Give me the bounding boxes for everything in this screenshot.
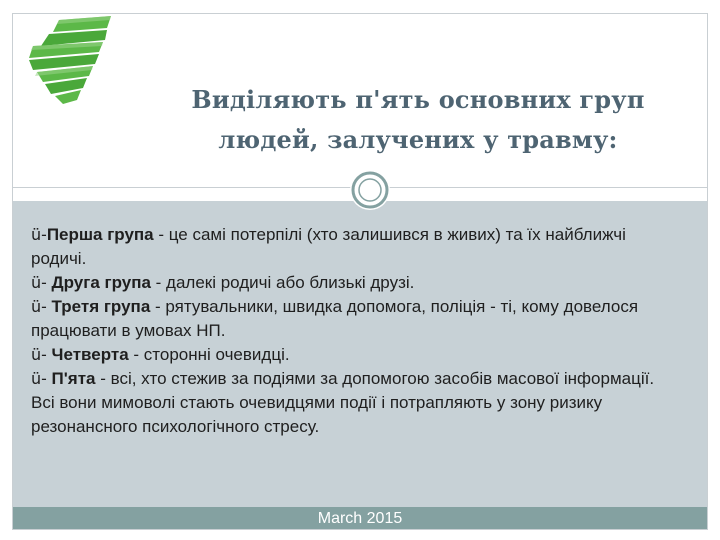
- footer-bar: [13, 507, 707, 530]
- item-label: П'ята: [51, 369, 96, 388]
- title-line-2: людей, залучених у травму:: [218, 125, 618, 154]
- item-text: - сторонні очевидці.: [128, 345, 290, 364]
- slide: [12, 13, 708, 530]
- content-panel: [13, 201, 707, 507]
- item-label: Четверта: [51, 345, 129, 364]
- checkmark-icon: ü: [31, 345, 42, 364]
- list-item-group-1: [31, 223, 671, 271]
- list-item-group-2: [31, 271, 671, 295]
- item-label: Третя група: [51, 297, 151, 316]
- list-item-group-4: [31, 343, 671, 367]
- item-prefix: -: [41, 273, 52, 292]
- item-text: - рятувальники, швидка допомога, поліція - ті, кому довелося працювати в умовах НП.: [31, 297, 639, 340]
- checkmark-icon: ü: [31, 225, 42, 244]
- content-text: [31, 223, 671, 439]
- item-text: - це самі потерпілі (хто залишився в живих) та їх найближчі родичі.: [31, 225, 626, 268]
- item-label: Перша група: [46, 225, 154, 244]
- list-item-group-3: [31, 295, 671, 343]
- checkmark-icon: ü: [31, 369, 42, 388]
- slide-title: [133, 80, 703, 160]
- title-line-1: Виділяють п'ять основних груп: [191, 85, 645, 114]
- checkmark-icon: ü: [31, 297, 42, 316]
- item-prefix: -: [41, 345, 52, 364]
- footer-date: March 2015: [317, 510, 403, 527]
- list-item-group-5: [31, 367, 671, 439]
- item-prefix: -: [41, 369, 52, 388]
- green-spiral-logo-icon: [19, 16, 119, 108]
- item-text: - всі, хто стежив за подіями за допомогою засобів масової інформації. Всі вони мимоволі стають очевидцями події і потрапляють у зону ризику резонансного психологічного стресу.: [31, 369, 655, 436]
- item-prefix: -: [41, 225, 47, 244]
- item-label: Друга група: [51, 273, 151, 292]
- item-text: - далекі родичі або близькі друзі.: [150, 273, 415, 292]
- item-prefix: -: [41, 297, 52, 316]
- checkmark-icon: ü: [31, 273, 42, 292]
- ring-divider-icon: [349, 169, 391, 211]
